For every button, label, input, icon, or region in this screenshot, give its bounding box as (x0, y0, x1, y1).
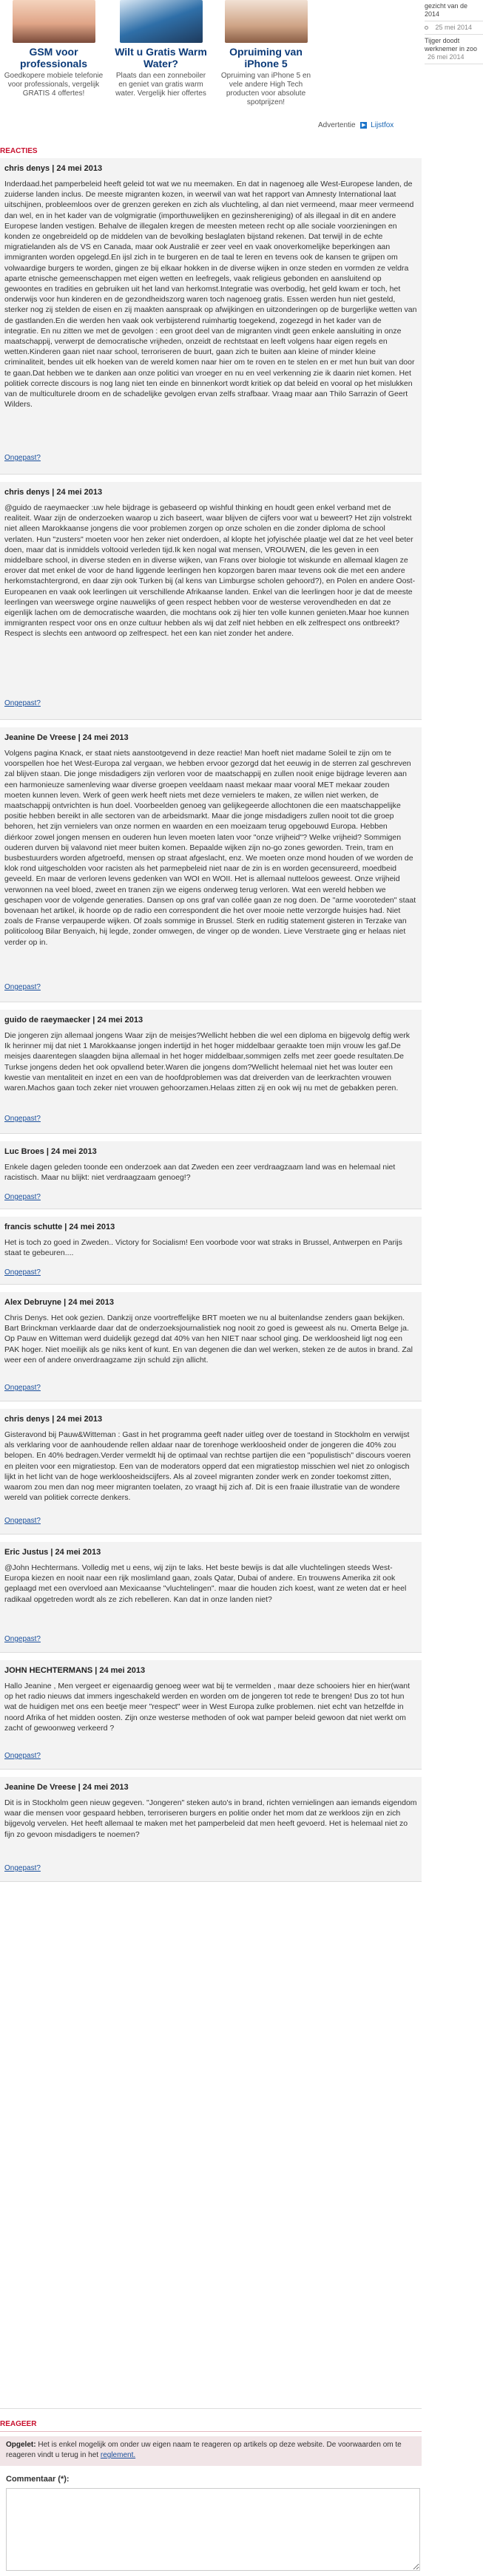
comment-text: Gisteravond bij Pauw&Witteman : Gast in het programma geeft nader uitleg over de toestand in Stockholm en verwijst als verklaring voor de aanhoudende rellen aldaar naar de torenhoge werkloosheid onder de jongeren die 40% zou belopen. En 40% bedragen.Verder vermeldt hij de optimaal van rechtse partijen die een "populistisch" discours voeren en pleiten voor een migratiestop. Een van de moderators opperd dat een migratiestop misschien wel niet zo onlogisch lijkt in het licht van de hoge werkloosheidscijfers. Als al zoveel migranten zonder werk en zonder toekomst zitten, waarom zou men dan nog meer migranten toelaten, zo vraagt hij zich af. Dit is een fraaie illustratie van de wondere wereld van politiek correcte denkers. (4, 1430, 411, 1503)
comment (0, 1777, 422, 1882)
comment-text: Dit is in Stockholm geen nieuw gegeven. "Jongeren" steken auto's in brand, richten vernielingen aan iemands eigendom waar die mensen voor gespaard hebben, terroriseren burgers en politie onder het mom dat ze werkloos zijn en zich bijgevolg vervelen. Het heeft allemaal te maken met het pamperbeleid dat men heeft gevoerd. Het is helemaal niet zo fijn zo gevoon misdadigers te noemen? (4, 1798, 417, 1839)
comment-text: Die jongeren zijn allemaal jongens Waar zijn de meisjes?Wellicht hebben die wel een diploma en bijgevolg deftig werk Ik herinner mij dat niet 1 Marokkaanse jongen indertijd in het hoger middelbaar geraakte toen mijn vrouw les gaf.De meisjes daarentegen slaagden bijna allemaal in het hoger middelbaar,sommigen zelfs met zeer goede resultaten.De Turkse jongens deden het ook opvallend beter.Waren die jongens dom?Wellicht helemaal niet het was louter een kwestie van mentaliteit en inzet en een van de hoofdproblemen was dat dreiverden van de leerkrachten vrouwen waren.Machos gaan toch zeker niet vrouwen gehoorzamen.Helaas zitten zij en ook wij nu met de gebakken peren. (4, 1031, 411, 1093)
ad-iphone[interactable] (216, 0, 316, 107)
comment-textarea[interactable] (6, 2488, 420, 2571)
advertentie-label: Advertentie (318, 121, 356, 129)
side-news-text[interactable]: Tijger doodt werknemer in zoo (425, 37, 478, 52)
comment-text: @John Hechtermans. Volledig met u eens, wij zijn te laks. Het beste bewijs is dat alle vluchtelingen steeds West-Europa kiezen en nooit naar een rijk moslimland gaan, zoals Qatar, Dubai of andere. En trouwens Amerika zit ook geplaagd met een overvloed aan Mexicaanse "vluchtelingen". maar die houden zich koest, want ze weten dat er heel radikaal opgetreden wordt als ze zich rebelleren. Kan dat in onze landen niet? (4, 1563, 407, 1604)
comment-text: Chris Denys. Het ook gezien. Dankzij onze voortreffelijke BRT moeten we nu al buitenlandse zenders gaan bekijken. Bart Brinckman verklaarde daar dat de onderzoeksjournalistiek nog nooit zo goed is geweest als nu. Omerta Belge ja. Op Pauw en Witteman werd duidelijk gezegd dat 40% van hen NIET naar school ging. De werkloosheid ligt nog een PAK hoger. Niet moeilijk als ge niks kent of kunt. En van degenen die dan wel werken, steken ze de autos in brand. Zal weer een of andere onverdraagzame zijn schuld zijn allicht. (4, 1314, 413, 1365)
ad-warm-water-title[interactable]: Wilt u Gratis Warm Water? (115, 46, 207, 69)
side-news-date: 25 mei 2014 (435, 24, 473, 31)
comment (0, 158, 422, 475)
comment-text: Hallo Jeanine , Men vergeet er eigenaardig genoeg weer wat bij te vermelden , maar deze schooiers hier en hier(want op het radio nieuws dat immers ingeschakeld werden en worden om de jongeren tot rede te brengen! Dus zo tot hun wat de huidigen met ons een beetje meer "respect" weer in West Europa zulke problemen. niet echt van hetzelfde in noord Afrika of het midden oosten. Zijn onze westerse methoden of ook wat pamper beleid gewoon dat niet werkt om zacht of gewoonweg verkeerd ? (4, 1682, 411, 1733)
comment-author: Eric Justus | 24 mei 2013 (4, 1548, 101, 1557)
comment (0, 1660, 422, 1770)
comment-text: Het is toch zo goed in Zweden.. Victory for Socialism! Een voorbode voor wat straks in Brussel, Antwerpen en Parijs staat te gebeuren.... (4, 1238, 402, 1258)
comment-author: Jeanine De Vreese | 24 mei 2013 (4, 1783, 129, 1792)
report-link[interactable]: Ongepast? (4, 1193, 41, 1201)
ad-iphone-title[interactable]: Opruiming van iPhone 5 (229, 46, 303, 69)
reageer-header: REAGEER (0, 2419, 422, 2432)
report-link[interactable]: Ongepast? (4, 1752, 41, 1760)
report-link[interactable]: Ongepast? (4, 1115, 41, 1123)
ad-warm-water-desc: Plaats dan een zonneboiler en geniet van gratis warm water. Vergelijk hier offertes (115, 72, 206, 98)
comment-author: Luc Broes | 24 mei 2013 (4, 1147, 97, 1156)
comment-text: Volgens pagina Knack, er staat niets aanstootgevend in deze reactie! Man hoeft niet madame Soleil te zijn om te voorspellen hoe het West-Europa zal vergaan, we hebben ervoor gezorgd dat het eeuwig in de sterren zal geschreven zal blijven staan. Die jonge misdadigers zijn verloren voor de maatschappij en zullen nooit enige bijdrage leveren aan een harmonieuze samenleving waar diverse groepen veeldaam naast mekaar maar vooral MET mekaar zouden moeten kunnen leven. Werk of geen werk heeft niets met deze vernielers te maken, ze willen niet werken, de maatschappij ontvrichten is hun doel. Voorbeelden genoeg van gelijkegeerde allochtonen die een maatschappelijke positie hebben bereikt in alle sectoren van de arbeidsmarkt. Maar die jonge misdadigers zullen nooit tot die groep behoren, het zijn vernielers van onze normen en waarden en een moeizaam terug opgebouwd Europa. Hebben diérkoor zowel jongen mensen en ouderen hun leven moeten laten voor "onze vrijheid"? Welke vrijheid? Sommigen ouderen durven bij valavond niet meer buiten komen. Bepaalde wijken zijn no-go zones geworden. Trein, tram en busbestuurders worden afgetroefd, mensen op straat afgeslacht, enz. We moeten onze mond houden of we worden de klok rond uitgescholden voor racisten als het parmepbeleid niet naar de zin is en worden gecensureerd, moedbeid geveeld. En maar de verloren levens gedenken van WOI en WOII. Het is allemaal nutteloos geweest. Onze vrijheid verwonnen na veel bloed, zweet en tranen zijn we eigens onderweg terug verloren. Wat een wereld hebben we geschapen voor de volgende generaties. Dansen op ons graf van collée gaan ze nog doen. De "arme vooroteden" staat bovenaan het artikel, ik hoorde op de radio een correspondent die het over mooie nette verzorgde huisjes had. Niet zoals de Franse verpauperde wijken. Of zoals sommige in Brussel. Sterk en ruditig statement gisteren in Terzake van politicoloog Bilar Benyaich, hij legde, zonder omwegen, de vinger op de wonden. Lieve Verstraete ging er helaas niet verder op in. (4, 749, 416, 947)
adchoices-label[interactable]: Lijstfox (371, 121, 394, 129)
comment-text: Enkele dagen geleden toonde een onderzoek aan dat Zweden een zeer verdraagzaam land was en helemaal niet racistisch. Maar nu blijkt: niet verdraagzaam genoeg!? (4, 1163, 396, 1183)
side-news-date: 26 mei 2014 (428, 53, 465, 61)
comment (0, 1409, 422, 1535)
comment-author: francis schutte | 24 mei 2013 (4, 1223, 115, 1231)
comment (0, 1292, 422, 1401)
ad-warm-water[interactable] (111, 0, 211, 98)
ad-gsm[interactable] (4, 0, 104, 98)
reglement-link[interactable]: reglement. (100, 2451, 136, 2459)
react-notice (0, 2436, 422, 2466)
ad-gsm-desc: Goedkopere mobiele telefonie voor professionals, vergelijk GRATIS 4 offertes! (4, 72, 104, 98)
comment-author: chris denys | 24 mei 2013 (4, 1415, 103, 1424)
comment-author: JOHN HECHTERMANS | 24 mei 2013 (4, 1666, 146, 1675)
comment (0, 1217, 422, 1285)
comment-author: Jeanine De Vreese | 24 mei 2013 (4, 733, 129, 742)
comment-field-label: Commentaar (*): (6, 2475, 70, 2484)
side-news-item[interactable] (425, 0, 483, 21)
ads-strip (0, 0, 422, 140)
report-link[interactable]: Ongepast? (4, 1384, 41, 1392)
adchoices-icon[interactable]: ▶ (362, 122, 366, 128)
comment-author: Alex Debruyne | 24 mei 2013 (4, 1298, 114, 1307)
side-news-item[interactable] (425, 21, 483, 35)
ad-gsm-title[interactable]: GSM voor professionals (19, 46, 88, 69)
comment-author: chris denys | 24 mei 2013 (4, 164, 103, 173)
comment (0, 1542, 422, 1653)
notice-text: Het is enkel mogelijk om onder uw eigen naam te reageren op artikels op deze website. De voorwaarden om te reageren vindt u terug in het (6, 2441, 402, 2459)
comment-author: guido de raeymaecker | 24 mei 2013 (4, 1016, 143, 1024)
comment-text: Inderdaad.het pamperbeleid heeft geleid tot wat we nu meemaken. En dat in nagenoeg alle West-Europese landen, de zuiderse landen inclus. De meeste migranten kozen, in weerwil van wat het rapport van Amnesty International laat uitschijnen, probleemloos over de grenzen gereken en zich als vluchteling, al dan niet vermeend, maar meer vermeend dan wel, en in het kader van de volgmigratie (importhuwelijken en gezinshereniging) of als illegaal in dit en andere Europese landen vestigen. Behalve de illegalen kregen de meesten meteen recht op alle sociale voorzieningen en konden ze ongebreideld op de middelen van de bevolking beslaglaten bijstand rekenen. Dat terwijl in de echte migratielanden als de VS en Canada, maar ook Australië er zeer veel en vaak onoverkomelijke beperkingen aan immigranten worden opgelegd.En ijsl zich in te burgeren en de taal te leren en tevens ook de kansen te grijpen om volwaardige burgers te worden, gingen ze bij elkaar hokken in de diverse wijken in onze steden en vormden ze veldra aparte etnische gemeenschappen met eigen wetten en leefregels, vaak religieus gebonden en aansluitend op gewoontes en tradities en gebruiken uit het land van herkomst.Integratie was overbodig, het geld kwam er toch, het onderwijs voor hun kinderen en de gezondheidszorg waren toch nagenoeg gratis. Essen werden hun niet gesteld, sterker nog zij stelden de eisen en zij maakten aanspraak op afwijkingen en uitzonderingen op de burgerlijke wetten van de gastlanden.En die werden hen vaak ook verbijsterend ruimhartig toegekend, zogezegd in het kader van de integratie. En nu zitten we met de gevolgen : een groot deel van de migranten vindt geen enkele aansluiting in onze maatschappij, verwerpt de democratische vrijheden, onzeidt de rechtstaat en leeft volgens haar eigen regels en wetten.Kinderen gaan niet naar school, terroriseren de buurt, gaan zich te buiten aan kleine of minder kleine criminaliteit, bendes uit elk hoeken van de wereld komen naar hier om te roven en te stelen en er met hun buit van door te gaan.Dat hebben we te danken aan onze politici van vroeger en nu en veel verkenning zie ik daarin niet komen. Het politiek correcte discours is nog lang niet ten einde en binnenkort wordt kritiek op dat beleid en vooral op het mislukken van de multiculturele droom en de schadelijke gevolgen ervan zelfs strafbaar. Vraag maar aan Thilo Sarrazin of Geert Wilders. (4, 180, 417, 409)
comment (0, 1010, 422, 1134)
bullet-icon (425, 26, 428, 30)
ad-warm-water-image[interactable] (120, 0, 203, 43)
report-link[interactable]: Ongepast? (4, 454, 41, 462)
comment-text: @guido de raeymaecker :uw hele bijdrage is gebaseerd op wishful thinking en houdt geen enkel verband met de realiteit. Waar zijn de onderzoeken waarop u zich baseert, waar blijven de cijfers voor wat u beweert? Het zijn volstrekt niet alleen Marokkaanse jongens die voor problemen zorgen op onze scholen en die zonder diploma de school verlaten. Hun "zusters" moeten voor hen zeker niet onderdoen, al klopte het jofyischée plaatje wel dat ze het veel beter doen, maar dat is inmiddels voltooid verleden tijd.Ik ken nogal wat mensen, VROUWEN, die les geven in een middelbare school, in diverse steden en in diverse wijken, van Frans over biologie tot wiskunde en allemaal klagen ze erover dat met enkel de voor de hand liggende leerlingen hen kopzorgen baren maar tevens ook die met een andere herkomstachtergrond, en daar zijn ook Turken bij (al kens van Limburgse scholen gehoord?), en Polen en andere Oost-Europeanen en vaak ook leerlingen uit verschillende Afrikaanse landen. Enkel van die leerlingen hoor je dat de meeste leerlingen van weerswege orgine nauwelijks of geen respect hebben voor de westerse verovendheden en dat ze eigenlijk lachen om de democratische waarden, die mochtans ook zij hier ten volle kunnen genieten.Maar hoe kunnen immigranten respect voor ons en onze cultuur hebben als wij dat zelf niet hebben en elk zelfrespect ons ontbreekt?Respect is slechts een antwoord op zelfrespect. het een kan niet zonder het andere. (4, 503, 416, 639)
report-link[interactable]: Ongepast? (4, 1635, 41, 1643)
report-link[interactable]: Ongepast? (4, 1864, 41, 1872)
comment (0, 482, 422, 720)
advertentie-line (318, 121, 394, 129)
side-news-item[interactable] (425, 35, 483, 64)
ad-iphone-desc: Opruiming van iPhone 5 en vele andere High Tech producten voor absolute spotprijzen! (220, 72, 311, 106)
report-link[interactable]: Ongepast? (4, 983, 41, 991)
report-link[interactable]: Ongepast? (4, 1268, 41, 1277)
reacties-header: REACTIES (0, 146, 422, 159)
side-news-text[interactable]: gezicht van de 2014 (425, 2, 468, 18)
ad-gsm-image[interactable] (13, 0, 95, 43)
comment-author: chris denys | 24 mei 2013 (4, 488, 103, 497)
side-news (425, 0, 483, 140)
ad-iphone-image[interactable] (225, 0, 308, 43)
report-link[interactable]: Ongepast? (4, 699, 41, 707)
comment (0, 727, 422, 1002)
comment (0, 1141, 422, 1209)
notice-label: Opgelet: (6, 2441, 36, 2449)
report-link[interactable]: Ongepast? (4, 1517, 41, 1525)
section-divider (0, 2408, 422, 2409)
